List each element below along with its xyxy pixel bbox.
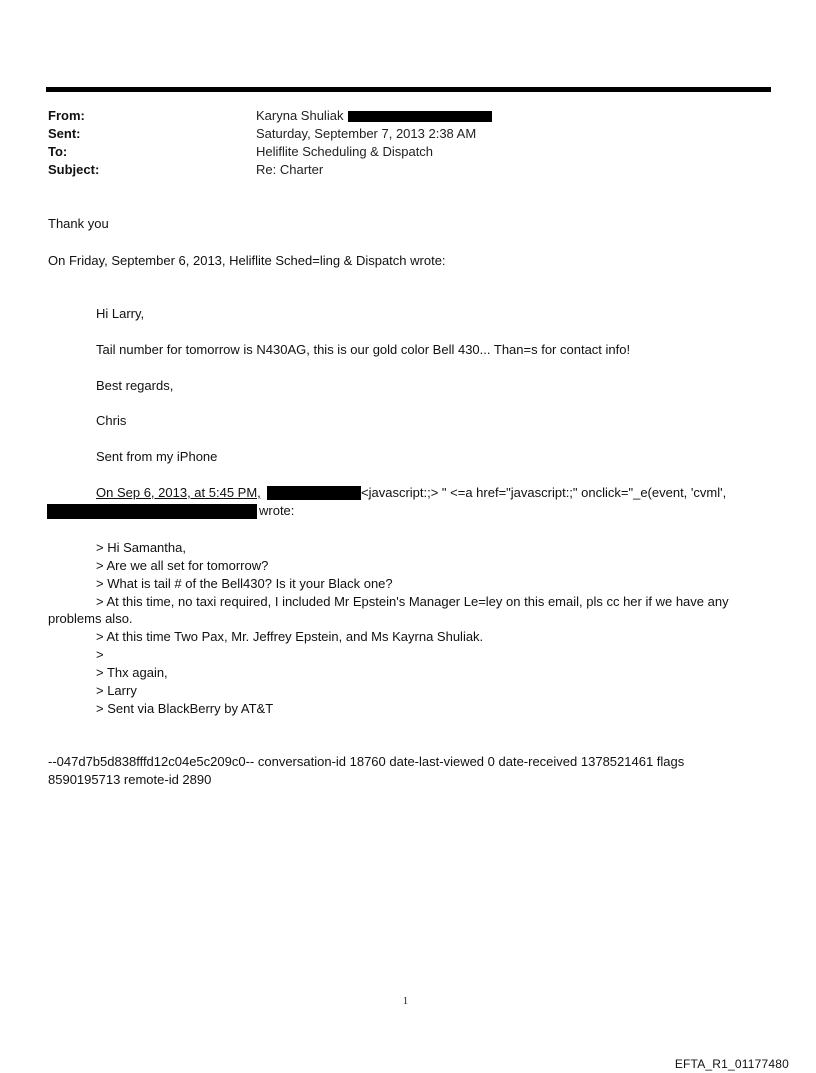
greeting-text: Hi Larry, xyxy=(96,306,145,321)
meta-line-1: --047d7b5d838fffd12c04e5c209c0-- conversation-id 18760 date-last-viewed 0 date-received 1378521461 flags xyxy=(48,754,685,769)
on-friday-text: On Friday, September 6, 2013, Heliflite Sched=ling & Dispatch wrote: xyxy=(48,253,446,268)
quoted-line: > Hi Samantha, xyxy=(96,540,186,555)
redaction-from-email xyxy=(348,111,492,122)
redaction-sender-email xyxy=(47,504,257,519)
header-rule xyxy=(46,87,771,92)
quoted-line: > What is tail # of the Bell430? Is it your Black one? xyxy=(96,576,393,591)
javascript-text: <javascript:;> " <=a href="javascript:;" onclick="_e(event, 'cvml', xyxy=(361,485,727,500)
to-label: To: xyxy=(48,144,68,159)
subject-value: Re: Charter xyxy=(256,162,324,177)
meta-line-2: 8590195713 remote-id 2890 xyxy=(48,772,212,787)
quoted-line: > Larry xyxy=(96,683,137,698)
quoted-line: > xyxy=(96,647,104,662)
page-number: 1 xyxy=(403,996,408,1007)
quoted-line: > Thx again, xyxy=(96,665,168,680)
quoted-line: > Sent via BlackBerry by AT&T xyxy=(96,701,274,716)
to-value: Heliflite Scheduling & Dispatch xyxy=(256,144,434,159)
redaction-sender-name xyxy=(267,486,361,500)
thanks-text: Thank you xyxy=(48,216,109,231)
subject-label: Subject: xyxy=(48,162,100,177)
quoted-line: > At this time, no taxi required, I included Mr Epstein's Manager Le=ley on this email, pls cc her if we have any xyxy=(96,594,729,609)
quoted-line: > Are we all set for tomorrow? xyxy=(96,558,269,573)
sent-label: Sent: xyxy=(48,126,81,141)
from-label: From: xyxy=(48,108,85,123)
sent-from-text: Sent from my iPhone xyxy=(96,449,218,464)
signature-text: Chris xyxy=(96,413,127,428)
wrote-text: wrote: xyxy=(259,503,295,518)
from-value: Karyna Shuliak xyxy=(256,108,344,123)
on-sep-link[interactable]: On Sep 6, 2013, at 5:45 PM, xyxy=(96,485,261,500)
sent-value: Saturday, September 7, 2013 2:38 AM xyxy=(256,126,477,141)
regards-text: Best regards, xyxy=(96,378,174,393)
quoted-line: > At this time Two Pax, Mr. Jeffrey Epstein, and Ms Kayrna Shuliak. xyxy=(96,629,484,644)
quoted-wrap: problems also. xyxy=(48,611,133,626)
bates-number: EFTA_R1_01177480 xyxy=(674,1057,789,1071)
tail-number-text: Tail number for tomorrow is N430AG, this is our gold color Bell 430... Than=s for contact info! xyxy=(96,342,631,357)
